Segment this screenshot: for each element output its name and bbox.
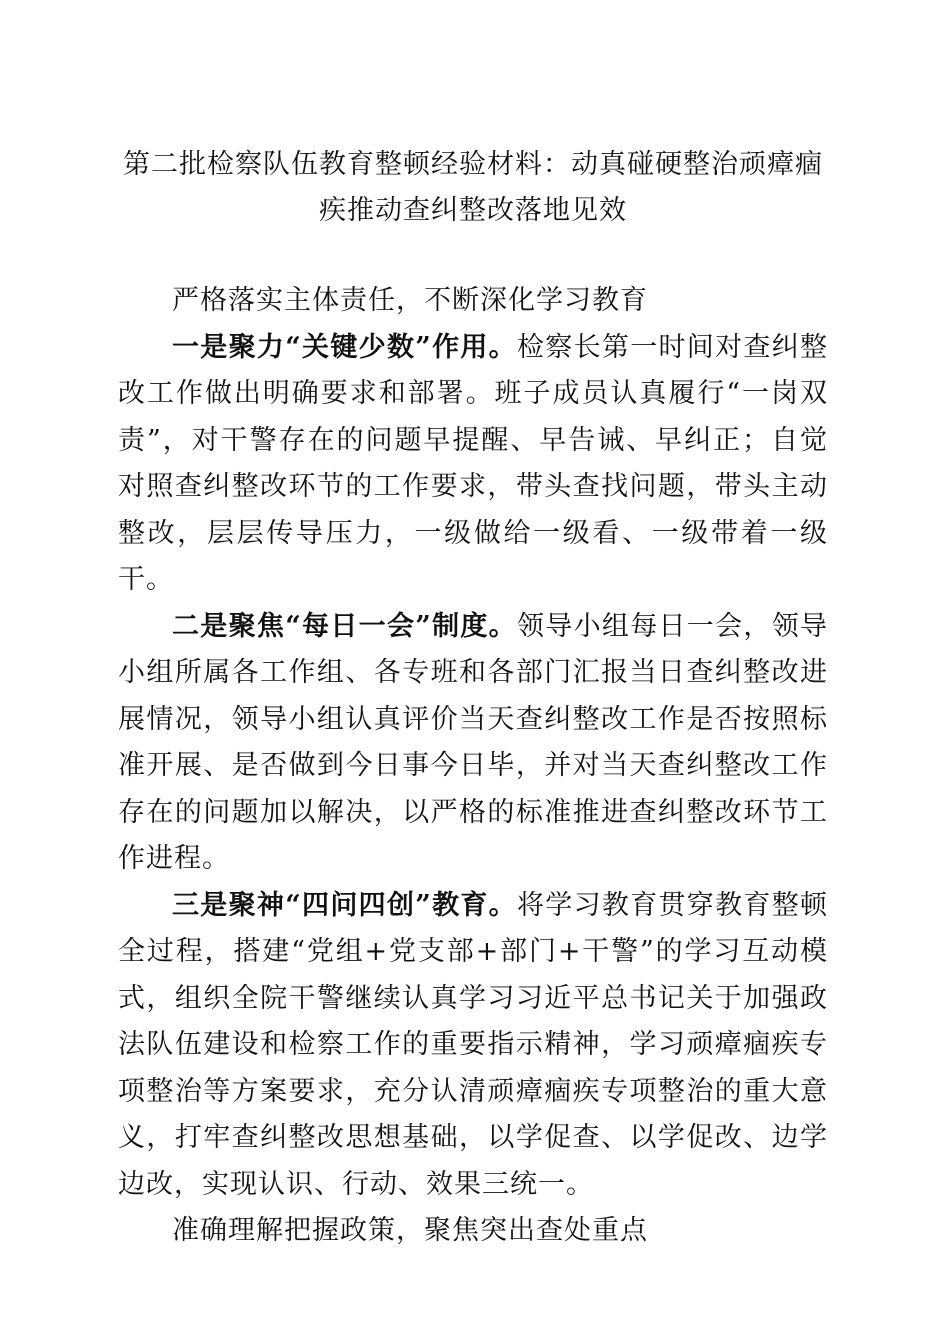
paragraph-3-text: 将学习教育贯穿教育整顿全过程，搭建“党组+党支部+部门+干警”的学习互动模式，组织全院干警继续认真学习习近平总书记关于加强政法队伍建设和检察工作的重要指示精神，学习顽瘴痼疾专项整治等方案要求，充分认清顽瘴痼疾专项整治的重大意义，打牢查纠整改思想基础，以学促查、以学促改、边学边改，实现认识、行动、效果三统一。 <box>118 889 829 1200</box>
paragraph-1 <box>118 325 828 604</box>
paragraph-1-lead: 一是聚力“关键少数”作用。 <box>172 331 517 363</box>
section-heading-1: 严格落实主体责任，不断深化学习教育 <box>172 285 648 316</box>
paragraph-2-lead: 二是聚焦“每日一会”制度。 <box>172 610 517 642</box>
paragraph-2 <box>118 604 828 883</box>
paragraph-3 <box>118 883 828 1209</box>
paragraph-3-lead: 三是聚神“四问四创”教育。 <box>172 889 517 921</box>
section-heading-2: 准确理解把握政策，聚焦突出查处重点 <box>172 1215 648 1246</box>
paragraph-2-text: 领导小组每日一会，领导小组所属各工作组、各专班和各部门汇报当日查纠整改进展情况，领导小组认真评价当天查纠整改工作是否按照标准开展、是否做到今日事今日毕，并对当天查纠整改工作存在的问题加以解决，以严格的标准推进查纠整改环节工作进程。 <box>118 610 829 874</box>
paragraph-1-text: 检察长第一时间对查纠整改工作做出明确要求和部署。班子成员认真履行“一岗双责”，对干警存在的问题早提醒、早告诫、早纠正；自觉对照查纠整改环节的工作要求，带头查找问题，带头主动整改，层层传导压力，一级做给一级看、一级带着一级干。 <box>118 331 829 595</box>
document-title: 第二批检察队伍教育整顿经验材料：动真碰硬整治顽瘴痼疾推动查纠整改落地见效 <box>123 149 823 226</box>
document-body <box>118 278 828 1255</box>
